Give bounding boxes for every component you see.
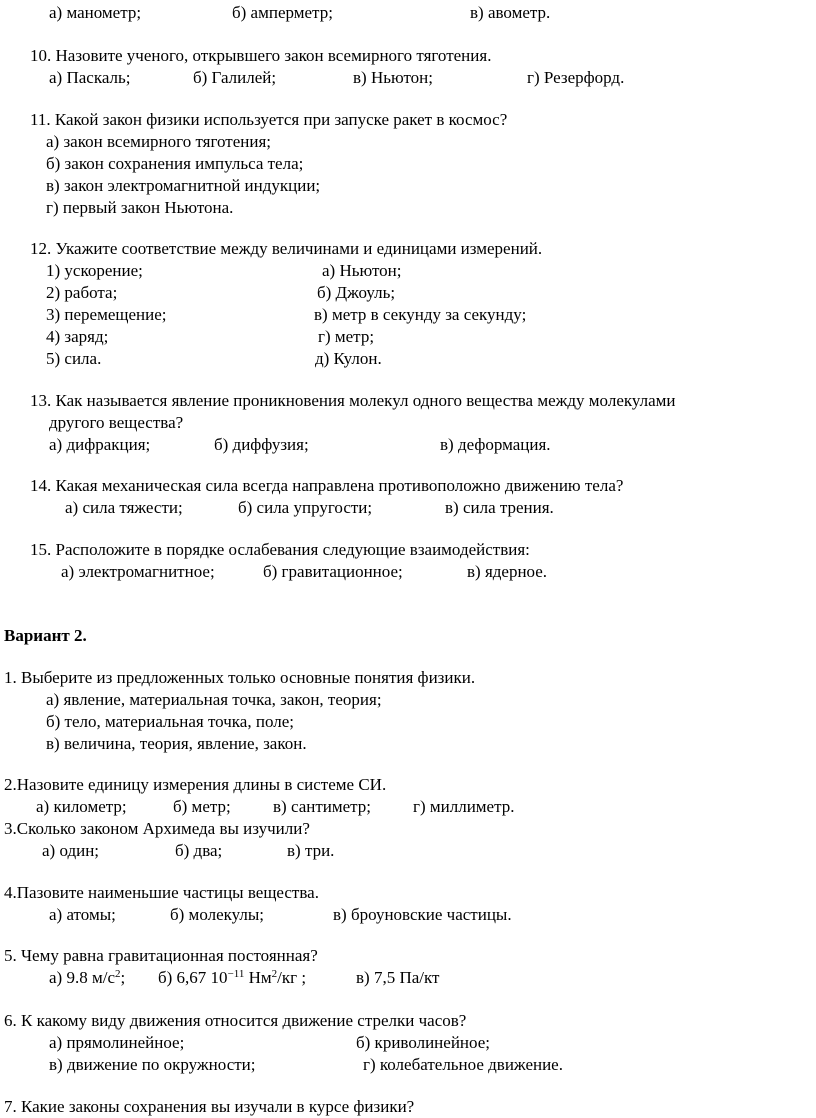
q12-right-b: б) Джоуль; bbox=[317, 283, 396, 302]
q15-question: 15. Расположите в порядке ослабевания следующие взаимодействия: bbox=[30, 540, 530, 559]
v2q1-option-c: в) величина, теория, явление, закон. bbox=[46, 734, 307, 753]
v2q1-question: 1. Выберите из предложенных только основные понятия физики. bbox=[4, 668, 476, 687]
v2q4-option-b: б) молекулы; bbox=[170, 905, 265, 924]
v2q6-option-c: в) движение по окружности; bbox=[49, 1055, 256, 1074]
q15-option-c: в) ядерное. bbox=[467, 562, 548, 581]
v2q1-option-a: а) явление, материальная точка, закон, теория; bbox=[46, 690, 382, 709]
q14-option-c: в) сила трения. bbox=[445, 498, 554, 517]
q11-option-b: б) закон сохранения импульса тела; bbox=[46, 154, 304, 173]
q11-question: 11. Какой закон физики используется при запуске ракет в космос? bbox=[30, 110, 508, 129]
v2q7-question: 7. Какие законы сохранения вы изучали в курсе физики? bbox=[4, 1097, 415, 1116]
v2q5-question: 5. Чему равна гравитационная постоянная? bbox=[4, 946, 318, 965]
q13-option-b: б) диффузия; bbox=[214, 435, 309, 454]
v2q2-question: 2.Назовите единицу измерения длины в системе СИ. bbox=[4, 775, 387, 794]
q15-option-b: б) гравитационное; bbox=[263, 562, 403, 581]
variant-title: Вариант 2. bbox=[4, 626, 87, 645]
q15-option-a: а) электромагнитное; bbox=[61, 562, 215, 581]
v2q1-option-b: б) тело, материальная точка, поле; bbox=[46, 712, 294, 731]
q10-option-d: г) Резерфорд. bbox=[527, 68, 625, 87]
q12-right-e: д) Кулон. bbox=[315, 349, 382, 368]
q12-left-2: 2) работа; bbox=[46, 283, 118, 302]
q9-option-b: б) амперметр; bbox=[232, 3, 333, 22]
v2q6-option-d: г) колебательное движение. bbox=[363, 1055, 563, 1074]
q12-right-c: в) метр в секунду за секунду; bbox=[314, 305, 527, 324]
q11-option-a: а) закон всемирного тяготения; bbox=[46, 132, 272, 151]
v2q5-option-a: а) 9.8 $м/с^2$; bbox=[49, 968, 126, 987]
q12-right-a: а) Ньютон; bbox=[322, 261, 402, 280]
q11-option-c: в) закон электромагнитной индукции; bbox=[46, 176, 321, 195]
q11-option-d: г) первый закон Ньютона. bbox=[46, 198, 234, 217]
q13-question-line2: другого вещества? bbox=[49, 413, 184, 432]
q12-left-4: 4) заряд; bbox=[46, 327, 109, 346]
q14-question: 14. Какая механическая сила всегда направлена противоположно движению тела? bbox=[30, 476, 624, 495]
v2q4-option-a: а) атомы; bbox=[49, 905, 116, 924]
q10-option-b: б) Галилей; bbox=[193, 68, 277, 87]
q10-option-a: а) Паскаль; bbox=[49, 68, 131, 87]
q14-option-a: а) сила тяжести; bbox=[65, 498, 183, 517]
q13-option-a: а) дифракция; bbox=[49, 435, 151, 454]
q12-right-d: г) метр; bbox=[318, 327, 375, 346]
v2q2-option-b: б) метр; bbox=[173, 797, 231, 816]
v2q6-question: 6. К какому виду движения относится движение стрелки часов? bbox=[4, 1011, 467, 1030]
v2q3-option-a: а) один; bbox=[42, 841, 100, 860]
v2q6-option-a: а) прямолинейное; bbox=[49, 1033, 185, 1052]
v2q2-option-c: в) сантиметр; bbox=[273, 797, 372, 816]
q12-left-1: 1) ускорение; bbox=[46, 261, 143, 280]
v2q6-option-b: б) криволинейное; bbox=[356, 1033, 490, 1052]
q13-question-line1: 13. Как называется явление проникновения молекул одного вещества между молекулами bbox=[30, 391, 676, 410]
q9-option-c: в) авометр. bbox=[470, 3, 551, 22]
q14-option-b: б) сила упругости; bbox=[238, 498, 373, 517]
v2q5-option-b: б) 6,67 $10^{-11}$ $Нм^2/кг$ ; bbox=[158, 968, 307, 987]
v2q2-option-a: а) километр; bbox=[36, 797, 127, 816]
q12-question: 12. Укажите соответствие между величинами и единицами измерений. bbox=[30, 239, 543, 258]
v2q2-option-d: г) миллиметр. bbox=[413, 797, 515, 816]
v2q3-option-b: б) два; bbox=[175, 841, 223, 860]
q9-option-a: а) манометр; bbox=[49, 3, 142, 22]
v2q5-option-c: в) 7,5 Па/кт bbox=[356, 968, 440, 987]
q10-option-c: в) Ньютон; bbox=[353, 68, 433, 87]
v2q4-question: 4.Пазовите наименьшие частицы вещества. bbox=[4, 883, 319, 902]
v2q4-option-c: в) броуновские частицы. bbox=[333, 905, 512, 924]
q12-left-3: 3) перемещение; bbox=[46, 305, 167, 324]
v2q3-option-c: в) три. bbox=[287, 841, 335, 860]
q12-left-5: 5) сила. bbox=[46, 349, 102, 368]
q13-option-c: в) деформация. bbox=[440, 435, 551, 454]
q10-question: 10. Назовите ученого, открывшего закон всемирного тяготения. bbox=[30, 46, 492, 65]
v2q3-question: 3.Сколько законом Архимеда вы изучили? bbox=[4, 819, 310, 838]
